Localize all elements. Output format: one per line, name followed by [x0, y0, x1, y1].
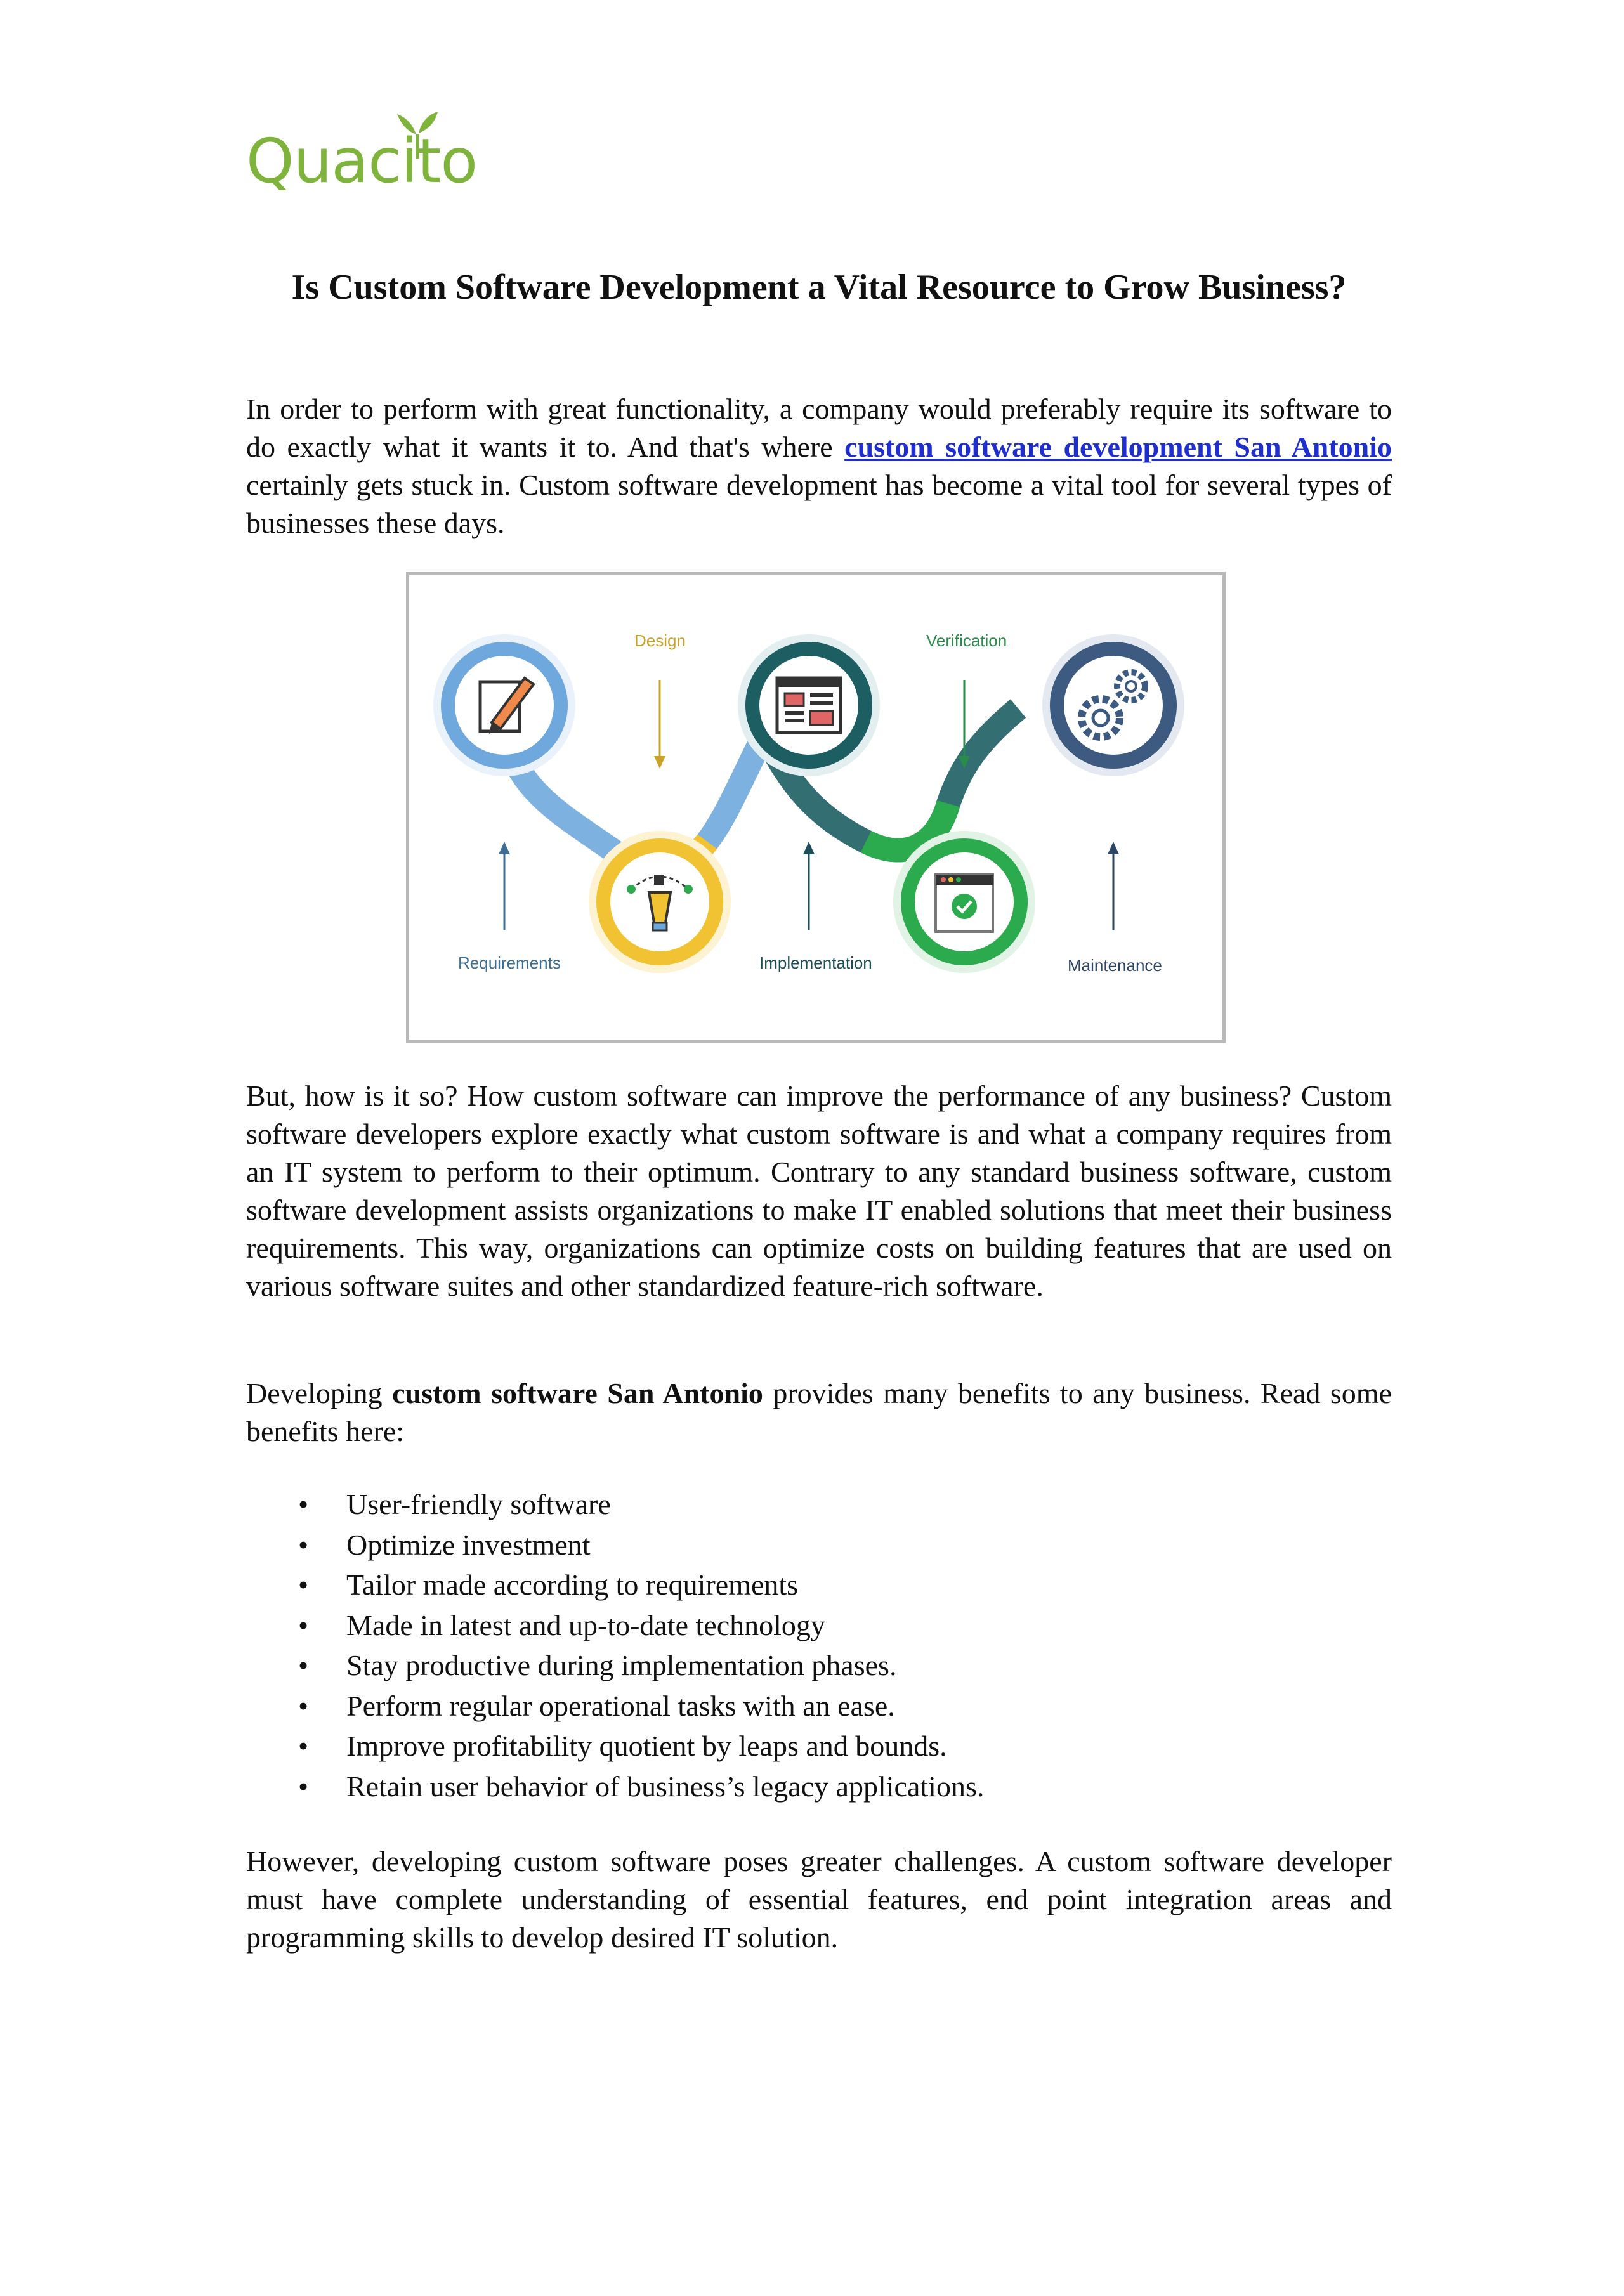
- bullet-icon: •: [298, 1528, 309, 1561]
- verification-label: Verification: [926, 631, 1007, 650]
- body-paragraph-2: But, how is it so? How custom software can improve the performance of any business? Custom software developers explore exactly what custom software is and what a company requires from an IT system to perform to their optimum. Contrary to any standard business software, custom software development assists organizations to make IT enabled solutions that meet their business requirements. This way, organizations can optimize costs on building features that are used on various software suites and other standardized feature-rich software.: [246, 1080, 1392, 1302]
- web-layout-icon: [777, 678, 841, 733]
- logo-wordmark: Quacito: [246, 126, 478, 197]
- p3-text-after-bold: provides many benefits to any business. Read some benefits here:: [246, 1377, 1392, 1447]
- requirements-label: Requirements: [458, 953, 561, 972]
- requirements-arrow-up: [499, 842, 510, 930]
- p3-text-before-bold: Developing: [246, 1377, 393, 1409]
- bullet-icon: •: [298, 1569, 309, 1601]
- list-item: [298, 1525, 1389, 1565]
- design-label: Design: [634, 631, 686, 650]
- list-item-text: Stay productive during implementation phases.: [346, 1649, 897, 1681]
- bullet-icon: •: [298, 1730, 309, 1762]
- intro-text-before-link: In order to perform with great functionality, a company would preferably require its software to do exactly what it wants it to. And that's where: [246, 393, 1392, 463]
- bullet-icon: •: [298, 1608, 309, 1641]
- list-item: [298, 1605, 1389, 1646]
- maintenance-label: Maintenance: [1068, 956, 1162, 975]
- list-item: [298, 1645, 1389, 1686]
- list-item: [298, 1726, 1389, 1766]
- maintenance-node: [1042, 634, 1184, 776]
- intro-text-after-link: certainly gets stuck in. Custom software development has become a vital tool for several types of businesses these days.: [246, 469, 1392, 539]
- bullet-icon: •: [298, 1649, 309, 1681]
- implementation-label: Implementation: [759, 953, 872, 972]
- list-item-text: User-friendly software: [346, 1488, 611, 1520]
- list-item: [298, 1686, 1389, 1726]
- article-title: Is Custom Software Development a Vital Resource to Grow Business?: [291, 268, 1347, 307]
- benefits-list: [298, 1484, 1389, 1806]
- bullet-icon: •: [298, 1488, 309, 1520]
- requirements-node: [433, 634, 575, 776]
- list-item: [298, 1565, 1389, 1605]
- quacito-logo: [246, 95, 478, 203]
- maintenance-arrow-up: [1108, 842, 1119, 930]
- list-item-text: Made in latest and up-to-date technology: [346, 1608, 825, 1641]
- bullet-icon: •: [298, 1689, 309, 1722]
- list-item-text: Optimize investment: [346, 1528, 591, 1561]
- custom-software-bold-text: custom software San Antonio: [392, 1377, 763, 1409]
- list-item-text: Perform regular operational tasks with an ease.: [346, 1689, 895, 1722]
- bullet-icon: •: [298, 1770, 309, 1803]
- verification-node: [893, 831, 1035, 973]
- implementation-arrow-up: [803, 842, 815, 930]
- list-item: [298, 1484, 1389, 1525]
- list-item: [298, 1766, 1389, 1807]
- list-item-text: Tailor made according to requirements: [346, 1569, 799, 1601]
- body-paragraph-3: [246, 1374, 1392, 1451]
- design-arrow-down: [654, 680, 665, 769]
- checkmark-window-icon: [936, 875, 993, 932]
- sdlc-infographic: [406, 572, 1226, 1043]
- custom-software-development-link[interactable]: custom software development San Antonio: [844, 431, 1392, 463]
- list-item-text: Retain user behavior of business’s legacy applications.: [346, 1770, 985, 1803]
- implementation-node: [738, 634, 880, 776]
- intro-paragraph: [246, 390, 1392, 542]
- design-node: [589, 831, 731, 973]
- list-item-text: Improve profitability quotient by leaps and bounds.: [346, 1730, 947, 1762]
- body-paragraph-4: However, developing custom software poses greater challenges. A custom software developer must have complete understanding of essential features, end point integration areas and programming skills to develop desired IT solution.: [246, 1845, 1392, 1954]
